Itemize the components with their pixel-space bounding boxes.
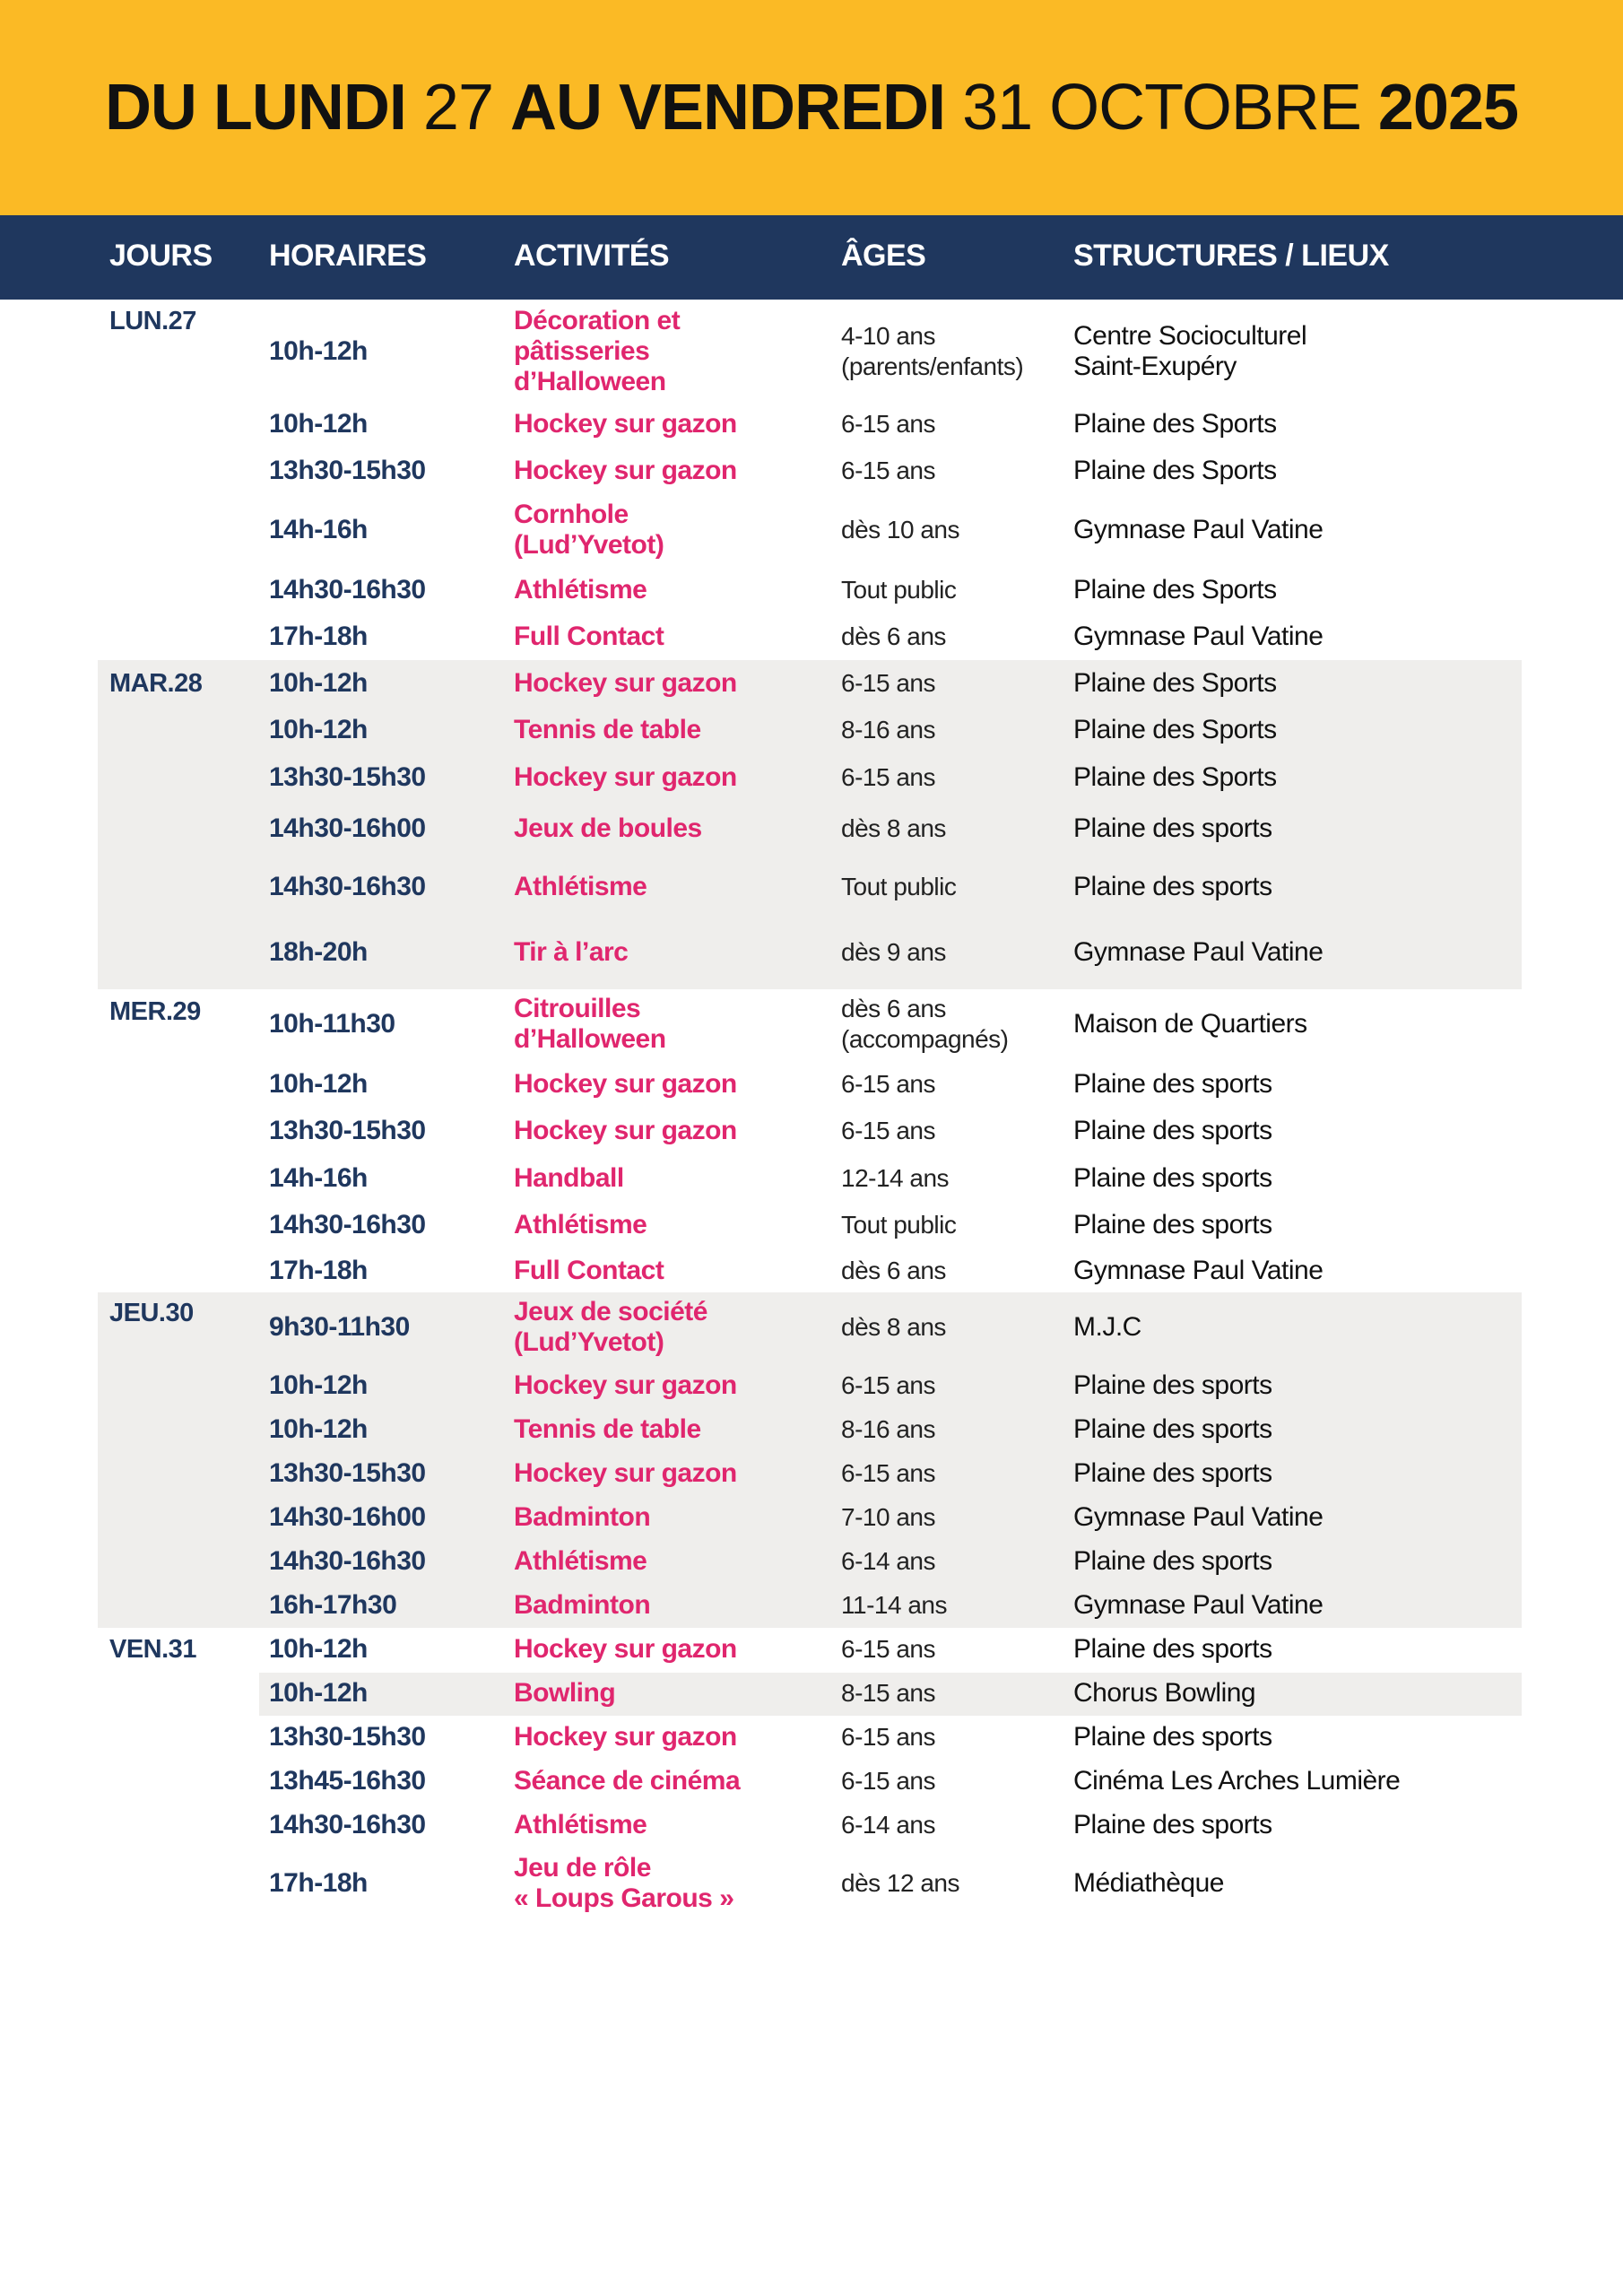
age-cell: Tout public (841, 1211, 957, 1239)
place-cell: Cinéma Les Arches Lumière (1073, 1766, 1401, 1796)
time-cell: 10h-12h (269, 668, 368, 698)
time-cell: 10h-12h (269, 1678, 368, 1708)
time-cell: 10h-11h30 (269, 1009, 395, 1039)
age-cell: dès 6 ans (841, 1257, 946, 1284)
place-cell: Chorus Bowling (1073, 1678, 1256, 1708)
place-cell: Plaine des sports (1073, 1414, 1272, 1444)
activity-cell: Badminton (514, 1502, 651, 1532)
place-cell: Plaine des sports (1073, 813, 1272, 843)
place-cell: Plaine des sports (1073, 1722, 1272, 1752)
place-cell: Plaine des Sports (1073, 762, 1277, 792)
header-horaires: HORAIRES (269, 239, 427, 273)
age-cell: 6-15 ans (841, 1635, 935, 1663)
activity-cell: Jeu de rôle « Loups Garous » (514, 1853, 734, 1913)
age-cell: dès 10 ans (841, 516, 959, 544)
day-label: MAR.28 (109, 669, 203, 698)
activity-cell: Hockey sur gazon (514, 1069, 737, 1099)
time-cell: 13h30-15h30 (269, 456, 426, 485)
place-cell: Gymnase Paul Vatine (1073, 515, 1324, 544)
place-cell: Plaine des sports (1073, 872, 1272, 901)
place-cell: Plaine des sports (1073, 1546, 1272, 1576)
time-cell: 14h30-16h00 (269, 813, 426, 843)
age-cell: dès 12 ans (841, 1869, 959, 1897)
age-cell: 6-15 ans (841, 1117, 935, 1144)
time-cell: 10h-12h (269, 1370, 368, 1400)
age-cell: 6-15 ans (841, 1767, 935, 1795)
age-cell: 8-16 ans (841, 1415, 935, 1443)
time-cell: 17h-18h (269, 1868, 368, 1898)
activity-cell: Hockey sur gazon (514, 409, 737, 439)
age-cell: 8-15 ans (841, 1679, 935, 1707)
activity-cell: Décoration et pâtisseries d’Halloween (514, 306, 681, 396)
age-cell: 6-15 ans (841, 410, 935, 438)
activity-cell: Jeux de société (Lud’Yvetot) (514, 1297, 707, 1357)
place-cell: Plaine des Sports (1073, 715, 1277, 744)
place-cell: M.J.C (1073, 1312, 1141, 1342)
age-cell: 6-15 ans (841, 1459, 935, 1487)
activity-cell: Hockey sur gazon (514, 1722, 737, 1752)
place-cell: Gymnase Paul Vatine (1073, 1256, 1324, 1285)
time-cell: 14h30-16h00 (269, 1502, 426, 1532)
activity-cell: Athlétisme (514, 1210, 647, 1239)
place-cell: Plaine des Sports (1073, 409, 1277, 439)
day-label: JEU.30 (109, 1299, 194, 1327)
time-cell: 13h30-15h30 (269, 762, 426, 792)
header-lieux: STRUCTURES / LIEUX (1073, 239, 1389, 273)
activity-cell: Hockey sur gazon (514, 668, 737, 698)
place-cell: Plaine des Sports (1073, 575, 1277, 604)
activity-cell: Jeux de boules (514, 813, 702, 843)
age-cell: 6-15 ans (841, 1723, 935, 1751)
activity-cell: Hockey sur gazon (514, 456, 737, 485)
day-label: LUN.27 (109, 307, 196, 335)
place-cell: Plaine des Sports (1073, 456, 1277, 485)
age-cell: 11-14 ans (841, 1591, 947, 1619)
time-cell: 17h-18h (269, 622, 368, 651)
place-cell: Plaine des sports (1073, 1116, 1272, 1145)
place-cell: Plaine des sports (1073, 1370, 1272, 1400)
age-cell: Tout public (841, 576, 957, 604)
age-cell: dès 6 ans (841, 622, 946, 650)
place-cell: Plaine des sports (1073, 1458, 1272, 1488)
age-cell: 6-15 ans (841, 1371, 935, 1399)
age-cell: dès 6 ans (accompagnés) (841, 995, 1009, 1053)
page-title (105, 71, 1518, 144)
time-cell: 14h-16h (269, 1163, 368, 1193)
place-cell: Plaine des sports (1073, 1069, 1272, 1099)
activity-cell: Hockey sur gazon (514, 1634, 737, 1664)
age-cell: 7-10 ans (841, 1503, 935, 1531)
place-cell: Plaine des sports (1073, 1210, 1272, 1239)
place-cell: Médiathèque (1073, 1868, 1224, 1898)
age-cell: 4-10 ans (parents/enfants) (841, 322, 1024, 380)
activity-cell: Séance de cinéma (514, 1766, 741, 1796)
time-cell: 14h30-16h30 (269, 1546, 426, 1576)
activity-cell: Full Contact (514, 622, 664, 651)
age-cell: dès 9 ans (841, 938, 946, 966)
activity-cell: Athlétisme (514, 1810, 647, 1839)
age-cell: 6-14 ans (841, 1811, 935, 1839)
activity-cell: Hockey sur gazon (514, 1116, 737, 1145)
activity-cell: Handball (514, 1163, 624, 1193)
place-cell: Gymnase Paul Vatine (1073, 937, 1324, 967)
title-banner (0, 0, 1623, 215)
header-jours: JOURS (109, 239, 213, 273)
title-part: AU VENDREDI (510, 72, 946, 144)
time-cell: 14h-16h (269, 515, 368, 544)
time-cell: 14h30-16h30 (269, 1810, 426, 1839)
day-label: MER.29 (109, 997, 201, 1026)
title-part: DU LUNDI (104, 72, 406, 144)
place-cell: Plaine des sports (1073, 1634, 1272, 1664)
time-cell: 9h30-11h30 (269, 1312, 410, 1342)
activity-cell: Hockey sur gazon (514, 1370, 737, 1400)
place-cell: Centre Socioculturel Saint-Exupéry (1073, 321, 1307, 381)
activity-cell: Athlétisme (514, 1546, 647, 1576)
age-cell: 8-16 ans (841, 716, 935, 744)
activity-cell: Tennis de table (514, 1414, 701, 1444)
title-part: 27 (405, 72, 510, 144)
time-cell: 14h30-16h30 (269, 575, 426, 604)
time-cell: 13h45-16h30 (269, 1766, 426, 1796)
activity-cell: Hockey sur gazon (514, 1458, 737, 1488)
time-cell: 10h-12h (269, 1414, 368, 1444)
activity-cell: Athlétisme (514, 575, 647, 604)
time-cell: 17h-18h (269, 1256, 368, 1285)
time-cell: 13h30-15h30 (269, 1116, 426, 1145)
time-cell: 14h30-16h30 (269, 1210, 426, 1239)
place-cell: Gymnase Paul Vatine (1073, 1502, 1324, 1532)
age-cell: 6-15 ans (841, 669, 935, 697)
place-cell: Gymnase Paul Vatine (1073, 622, 1324, 651)
activity-cell: Hockey sur gazon (514, 762, 737, 792)
place-cell: Plaine des sports (1073, 1810, 1272, 1839)
day-label: VEN.31 (109, 1635, 196, 1664)
activity-cell: Tir à l’arc (514, 937, 629, 967)
age-cell: dès 8 ans (841, 1313, 946, 1341)
activity-cell: Bowling (514, 1678, 616, 1708)
time-cell: 10h-12h (269, 1069, 368, 1099)
age-cell: 6-15 ans (841, 1070, 935, 1098)
time-cell: 18h-20h (269, 937, 368, 967)
activity-cell: Badminton (514, 1590, 651, 1620)
time-cell: 10h-12h (269, 715, 368, 744)
activity-cell: Cornhole (Lud’Yvetot) (514, 500, 664, 560)
time-cell: 10h-12h (269, 336, 368, 366)
activity-cell: Athlétisme (514, 872, 647, 901)
age-cell: Tout public (841, 873, 957, 900)
time-cell: 14h30-16h30 (269, 872, 426, 901)
time-cell: 13h30-15h30 (269, 1458, 426, 1488)
age-cell: 6-14 ans (841, 1547, 935, 1575)
activity-cell: Citrouilles d’Halloween (514, 994, 666, 1054)
time-cell: 10h-12h (269, 409, 368, 439)
title-part: 2025 (1377, 72, 1519, 144)
age-cell: dès 8 ans (841, 814, 946, 842)
age-cell: 12-14 ans (841, 1164, 950, 1192)
place-cell: Maison de Quartiers (1073, 1009, 1307, 1039)
age-cell: 6-15 ans (841, 763, 935, 791)
place-cell: Plaine des Sports (1073, 668, 1277, 698)
activity-cell: Tennis de table (514, 715, 701, 744)
table-header (0, 215, 1623, 300)
age-cell: 6-15 ans (841, 457, 935, 484)
time-cell: 16h-17h30 (269, 1590, 397, 1620)
time-cell: 13h30-15h30 (269, 1722, 426, 1752)
header-activites: ACTIVITÉS (514, 239, 670, 273)
activity-cell: Full Contact (514, 1256, 664, 1285)
place-cell: Gymnase Paul Vatine (1073, 1590, 1324, 1620)
time-cell: 10h-12h (269, 1634, 368, 1664)
title-part: 31 OCTOBRE (945, 72, 1378, 144)
place-cell: Plaine des sports (1073, 1163, 1272, 1193)
header-ages: ÂGES (841, 239, 926, 273)
